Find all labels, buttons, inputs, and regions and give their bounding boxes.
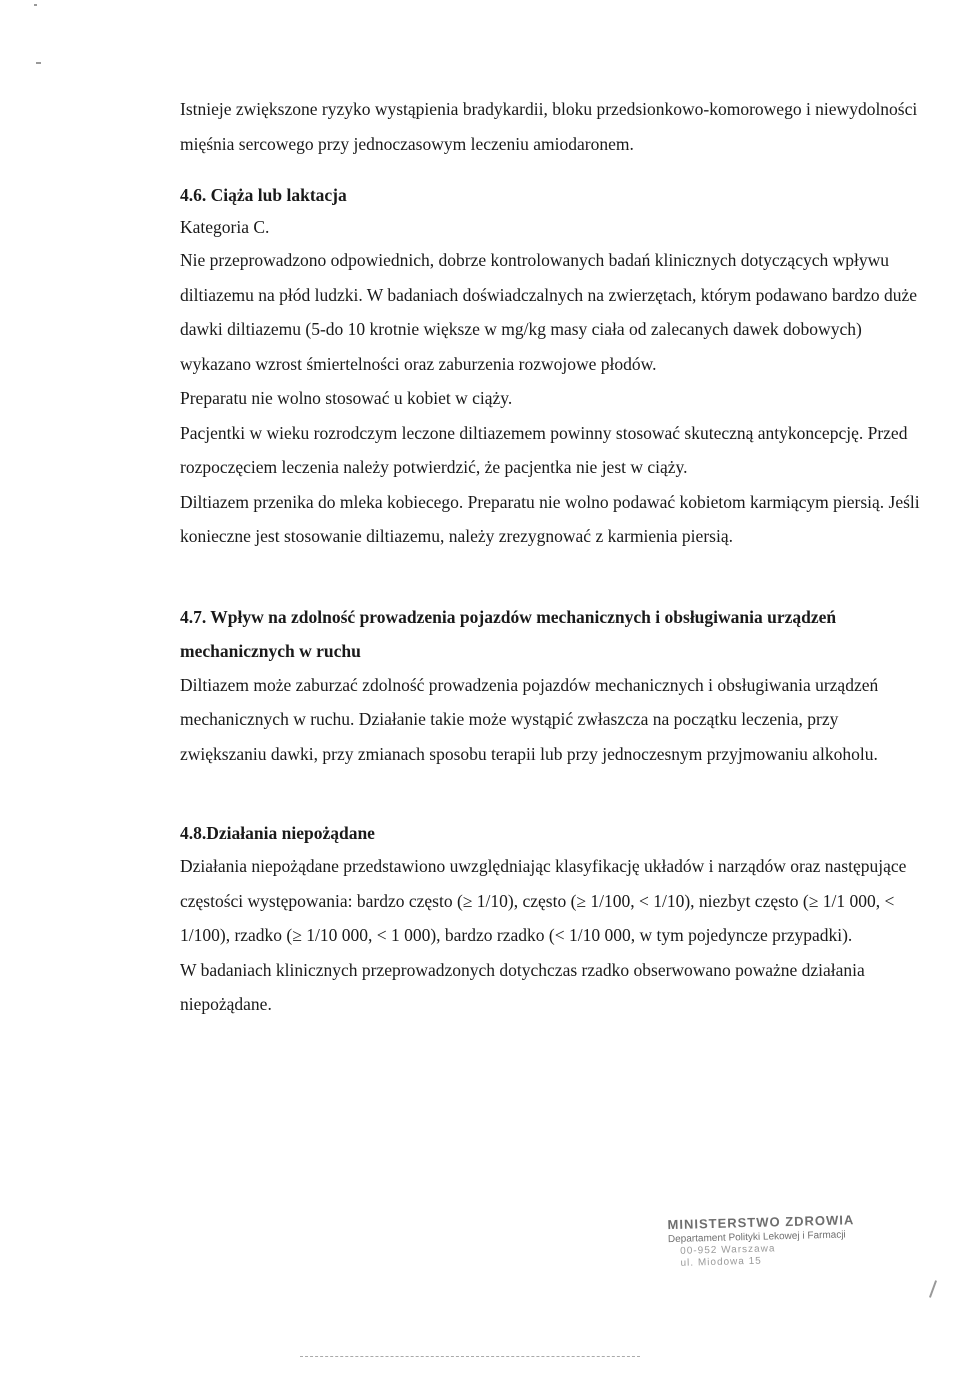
paragraph-side-effects-frequency: Działania niepożądane przedstawiono uwzględniając klasyfikację układów i narządów oraz następujące częstości występowania: bardzo często (≥ 1/10), często (≥ 1/100, < 1/10), niezbyt często (≥ 1/1 000, < 1/100), rzadko (≥ 1/10 000, < 1 000), bardzo rzadko (< 1/10 000, w tym pojedyncze przypadki). <box>180 856 907 945</box>
stamp-street: ul. Miodowa 15 <box>680 1255 762 1269</box>
stamp-ministry-name: MINISTERSTWO ZDROWIA <box>667 1212 855 1233</box>
stamp-postal-code: 00-952 Warszawa <box>680 1243 776 1257</box>
section-heading-4-8: 4.8.Działania niepożądane <box>180 823 375 843</box>
paragraph-driving: Diltiazem może zaburzać zdolność prowadzenia pojazdów mechanicznych i obsługiwania urządzeń mechanicznych w ruchu. Działanie takie może wystąpić zwłaszcza na początku leczenia, przy zwiększaniu dawki, przy zmianach sposobu terapii lub przy jednoczesnym przyjmowaniu alkoholu. <box>180 674 879 764</box>
section-heading-4-7: 4.7. Wpływ na zdolność prowadzenia pojazdów mechanicznych i obsługiwania urządzeń mechanicznych w ruchu <box>180 606 837 661</box>
scan-mark <box>36 62 41 64</box>
paragraph-contraception: Pacjentki w wieku rozrodczym leczone diltiazemem powinny stosować skuteczną antykoncepcję. Przed rozpoczęciem leczenia należy potwierdzić, że pacjentka nie jest w ciąży. <box>180 422 908 477</box>
paragraph-amiodarone: Istnieje zwiększone ryzyko wystąpienia bradykardii, bloku przedsionkowo-komorowego i niewydolności mięśnia sercowego przy jednoczasowym leczeniu amiodaronem. <box>180 99 918 154</box>
footer-dashes <box>300 1356 640 1359</box>
scan-mark <box>34 4 37 6</box>
section-heading-4-6: 4.6. Ciąża lub laktacja <box>180 185 347 205</box>
paragraph-animal-studies: Nie przeprowadzono odpowiednich, dobrze kontrolowanych badań klinicznych dotyczących wpływu diltiazemu na płód ludzki. W badaniach doświadczalnych na zwierzętach, którym podawano bardzo duże dawki diltiazemu (5-do 10 krotnie większe w mg/kg masy ciała od zalecanych dawek dobowych) wykazano wzrost śmiertelności oraz zaburzenia rozwojowe płodów. <box>180 250 917 374</box>
paragraph-category: Kategoria C. <box>180 217 270 237</box>
stamp-department: Departament Polityki Lekowej i Farmacji <box>667 1229 846 1246</box>
paragraph-breastfeeding: Diltiazem przenika do mleka kobiecego. Preparatu nie wolno podawać kobietom karmiącym piersią. Jeśli konieczne jest stosowanie diltiazemu, należy zrezygnować z karmienia piersią. <box>180 491 920 546</box>
document-body <box>180 92 920 1022</box>
scan-mark <box>929 1280 937 1298</box>
paragraph-no-pregnancy: Preparatu nie wolno stosować u kobiet w ciąży. <box>180 388 513 408</box>
ministry-stamp <box>667 1211 908 1270</box>
paragraph-side-effects-rare: W badaniach klinicznych przeprowadzonych dotychczas rzadko obserwowano poważne działania niepożądane. <box>180 959 865 1014</box>
